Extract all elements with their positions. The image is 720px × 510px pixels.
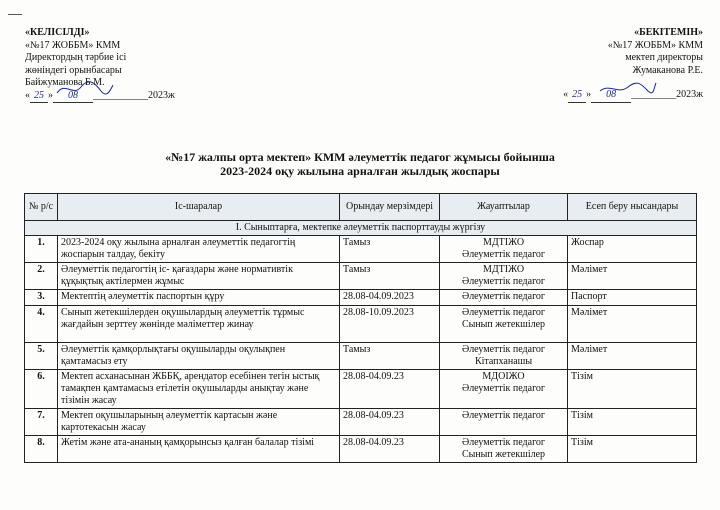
resp-line: Сынып жетекшілер xyxy=(461,319,546,330)
cell-activity: Сынып жетекшілерден оқушылардың әлеуметтік тұрмыс жағдайын зерттеу жөнінде мәліметтер жинау xyxy=(58,306,340,343)
cell-deadline: Тамыз xyxy=(340,263,440,290)
cell-num: 2. xyxy=(25,263,58,290)
title-line: «№17 жалпы орта мектеп» КММ әлеуметтік педагог жұмысы бойынша xyxy=(165,150,555,164)
approval-heading: «БЕКІТЕМІН» xyxy=(634,27,703,38)
resp-line: Әлеуметтік педагог xyxy=(461,276,546,287)
cell-responsible xyxy=(440,409,568,436)
cell-deadline: 28.08-04.09.23 xyxy=(340,409,440,436)
section-row xyxy=(25,221,697,236)
approval-line: «№17 ЖОББМ» КММ xyxy=(25,39,121,51)
resp-line: Әлеуметтік педагог xyxy=(461,410,546,421)
cell-activity: Әлеуметтік қамқорлықтағы оқушыларды оқулықпен қамтамасыз ету xyxy=(58,343,340,370)
table-row xyxy=(25,370,697,409)
date-year: 2023ж xyxy=(676,89,703,100)
approval-line: мектеп директоры xyxy=(625,52,703,63)
resp-line: Әлеуметтік педагог xyxy=(461,249,546,260)
table-row xyxy=(25,306,697,343)
cell-activity: Мектеп асханасынан ЖББҚ, арендатор есебінен тегін ыстық тамақпен қамтамасыз етілетін оқушыларды анықтау және тізімін жасау xyxy=(58,370,340,409)
cell-activity: Жетім және ата-ананың қамқорынсыз қалған балалар тізімі xyxy=(58,436,340,463)
approval-name: Байжуманова Б.М. xyxy=(25,77,105,88)
resp-line: Әлеуметтік педагог xyxy=(461,291,546,302)
cell-deadline: 28.08-10.09.2023 xyxy=(340,306,440,343)
resp-line: Кітапханашы xyxy=(474,356,533,367)
header-deadline: Орындау мерзімдері xyxy=(340,194,440,221)
resp-line: Әлеуметтік педагог xyxy=(461,307,546,318)
cell-num: 3. xyxy=(25,290,58,306)
resp-line: Әлеуметтік педагог xyxy=(461,437,546,448)
approval-name: Жумаканова Р.Е. xyxy=(632,64,703,76)
signature-icon xyxy=(55,79,115,99)
cell-responsible xyxy=(440,343,568,370)
cell-deadline: Тамыз xyxy=(340,343,440,370)
table-row xyxy=(25,436,697,463)
table-row xyxy=(25,290,697,306)
header-responsible: Жауаптылар xyxy=(440,194,568,221)
date-month: 08 xyxy=(591,89,631,103)
approval-date: « 25 » 08 ___________2023ж xyxy=(25,90,225,104)
approval-line: «№17 ЖОББМ» КММ xyxy=(607,39,703,51)
table-row xyxy=(25,409,697,436)
cell-responsible xyxy=(440,290,568,306)
cell-deadline: 28.08-04.09.2023 xyxy=(340,290,440,306)
cell-responsible xyxy=(440,436,568,463)
cell-responsible xyxy=(440,306,568,343)
document-title xyxy=(0,150,720,178)
cell-responsible xyxy=(440,370,568,409)
cell-num: 5. xyxy=(25,343,58,370)
date-day: 25 xyxy=(30,90,48,104)
resp-line: МДОІЖО xyxy=(482,371,525,382)
header-num: № р/с xyxy=(25,194,58,221)
date-day: 25 xyxy=(568,89,586,103)
cell-num: 7. xyxy=(25,409,58,436)
table-header-row xyxy=(25,194,697,221)
cell-report: Мәлімет xyxy=(568,306,697,343)
cell-num: 4. xyxy=(25,306,58,343)
plan-table xyxy=(24,193,697,463)
section-title: I. Сыныптарға, мектепке әлеуметтік паспорттауды жүргізу xyxy=(25,221,697,236)
cell-report: Мәлімет xyxy=(568,343,697,370)
approval-line: Директордың тәрбие ісі xyxy=(25,52,127,63)
cell-report: Мәлімет xyxy=(568,263,697,290)
approval-block-left xyxy=(25,27,225,103)
cell-responsible xyxy=(440,236,568,263)
header-report: Есеп беру нысандары xyxy=(568,194,697,221)
cell-deadline: Тамыз xyxy=(340,236,440,263)
approval-line: жөніндегі орынбасары xyxy=(25,64,122,76)
date-month: 08 xyxy=(53,90,93,104)
cell-report: Тізім xyxy=(568,436,697,463)
title-line: 2023-2024 оқу жылына арналған жылдық жоспары xyxy=(220,164,500,178)
table-row xyxy=(25,263,697,290)
cell-num: 1. xyxy=(25,236,58,263)
table-row xyxy=(25,343,697,370)
cell-activity: Әлеуметтік педагогтің іс- қағаздары және нормативтік құқықтық актілермен жұмыс xyxy=(58,263,340,290)
cell-activity: 2023-2024 оқу жылына арналған әлеуметтік педагогтің жоспарын талдау, бекіту xyxy=(58,236,340,263)
cell-deadline: 28.08-04.09.23 xyxy=(340,370,440,409)
cell-deadline: 28.08-04.09.23 xyxy=(340,436,440,463)
resp-line: Сынып жетекшілер xyxy=(461,449,546,460)
resp-line: Әлеуметтік педагог xyxy=(461,344,546,355)
cell-report: Тізім xyxy=(568,370,697,409)
cell-num: 6. xyxy=(25,370,58,409)
resp-line: МДТІЖО xyxy=(482,237,525,248)
approval-block-right xyxy=(503,27,703,103)
date-year: 2023ж xyxy=(148,89,175,101)
approval-heading: «КЕЛІСІЛДІ» xyxy=(25,27,90,38)
resp-line: Әлеуметтік педагог xyxy=(461,383,546,394)
cell-activity: Мектептің әлеуметтік паспортын құру xyxy=(58,290,340,306)
cell-activity: Мектеп оқушыларының әлеуметтік картасын және картотекасын жасау xyxy=(58,409,340,436)
resp-line: МДТІЖО xyxy=(482,264,525,275)
header-activity: Іс-шаралар xyxy=(58,194,340,221)
cell-report: Тізім xyxy=(568,409,697,436)
table-row xyxy=(25,236,697,263)
cell-responsible xyxy=(440,263,568,290)
approval-date: « 25 » 08 _________2023ж xyxy=(503,89,703,103)
signature-icon xyxy=(598,79,658,99)
cell-num: 8. xyxy=(25,436,58,463)
cell-report: Жоспар xyxy=(568,236,697,263)
top-left-rule xyxy=(8,14,22,15)
cell-report: Паспорт xyxy=(568,290,697,306)
